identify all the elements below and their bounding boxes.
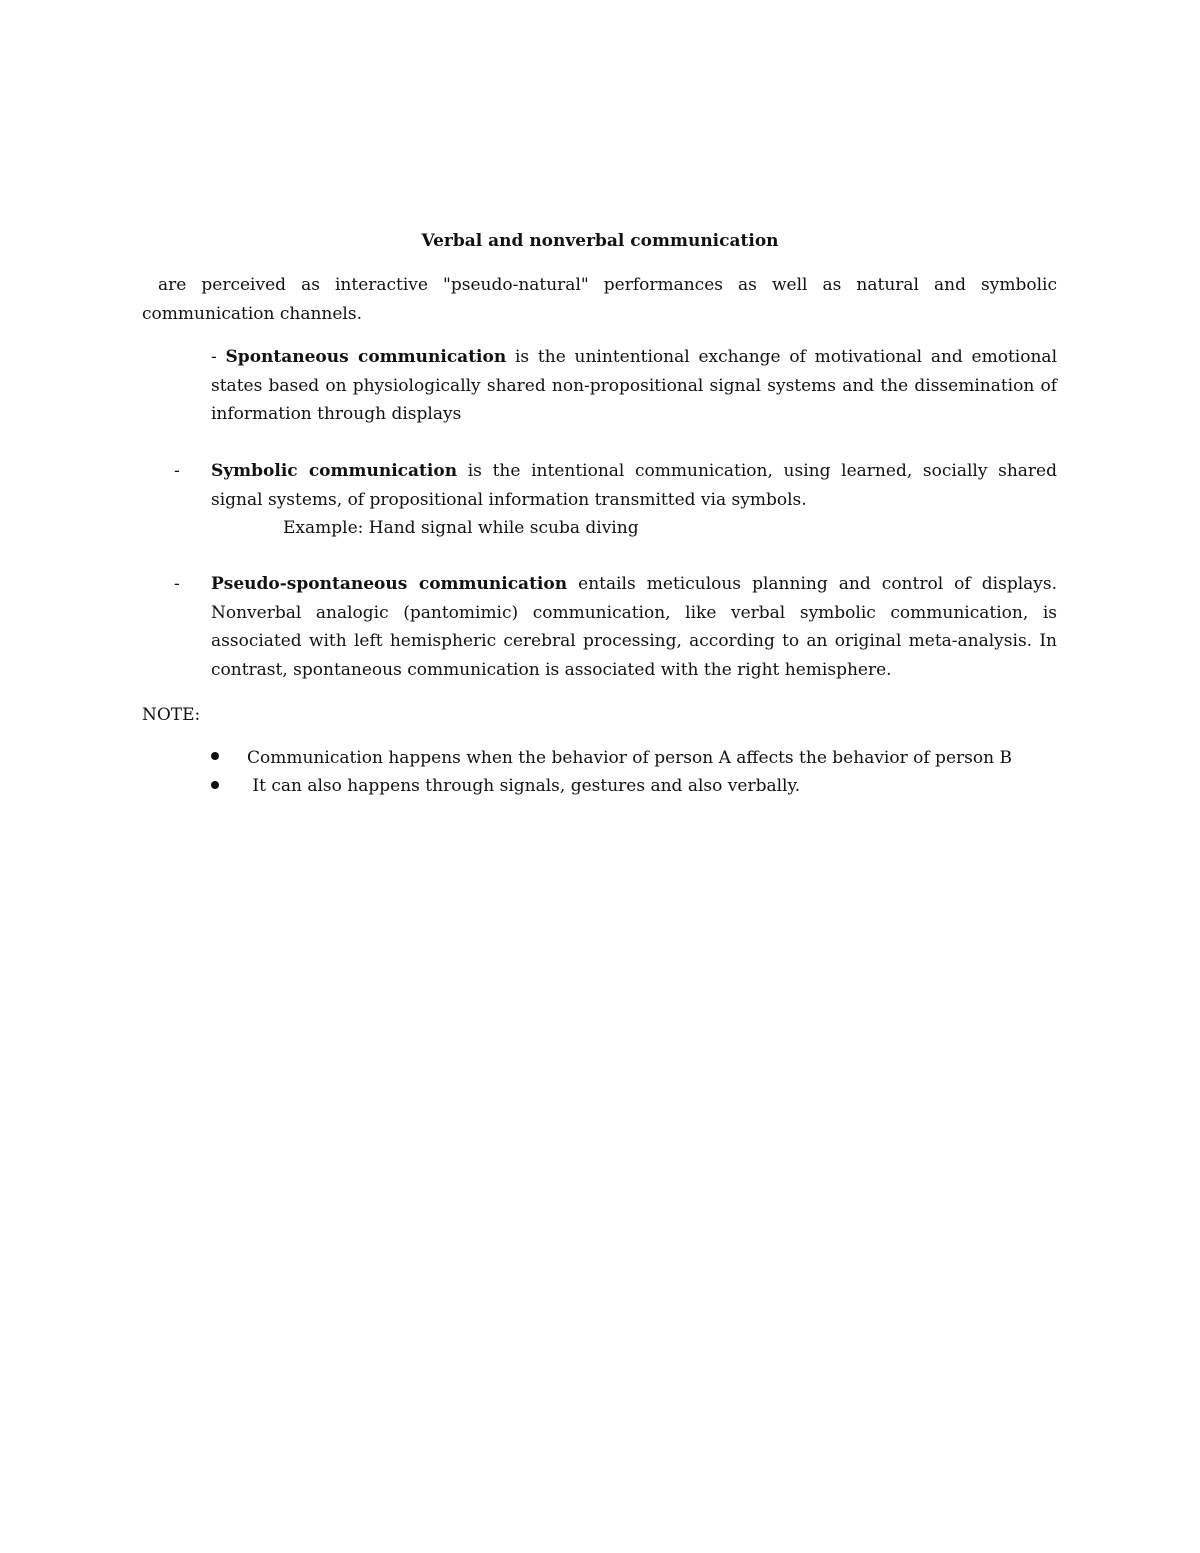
item-dash: - (174, 574, 180, 594)
item-text: entails meticulous planning and control of displays. Nonverbal analogic (pantomimic) communication, like verbal symbolic communication, is associated with left hemispheric cerebral processing, according to an original meta-analysis. In contrast, spontaneous communication is associated with the right hemisphere. (211, 574, 1058, 680)
item-text: is the intentional communication, using learned, socially shared signal systems, of propositional information transmitted via symbols. (211, 461, 1058, 510)
item-dash: - (211, 347, 217, 367)
item-dash: - (174, 461, 180, 481)
item-term: Spontaneous communication (225, 347, 507, 367)
intro-paragraph: are perceived as interactive "pseudo-natural" performances as well as natural and symbolic communication channels. (142, 275, 1057, 324)
bullet-dot-icon (211, 752, 221, 762)
spontaneous-communication-item (211, 343, 1057, 429)
example-line: Example: Hand signal while scuba diving (283, 518, 639, 538)
note-bullet-item: Communication happens when the behavior of person A affects the behavior of person B (247, 748, 1012, 768)
symbolic-communication-item (211, 457, 1057, 514)
pseudo-spontaneous-communication-item (211, 570, 1057, 684)
document-title: Verbal and nonverbal communication (421, 231, 779, 251)
item-term: Symbolic communication (211, 461, 458, 481)
item-text: is the unintentional exchange of motivational and emotional states based on physiologically shared non-propositional signal systems and the dissemination of information through displays (211, 347, 1058, 424)
bullet-dot-icon (211, 781, 221, 791)
note-bullet-item: It can also happens through signals, gestures and also verbally. (247, 776, 801, 796)
note-label: NOTE: (142, 705, 201, 725)
item-term: Pseudo-spontaneous communication (211, 574, 568, 594)
